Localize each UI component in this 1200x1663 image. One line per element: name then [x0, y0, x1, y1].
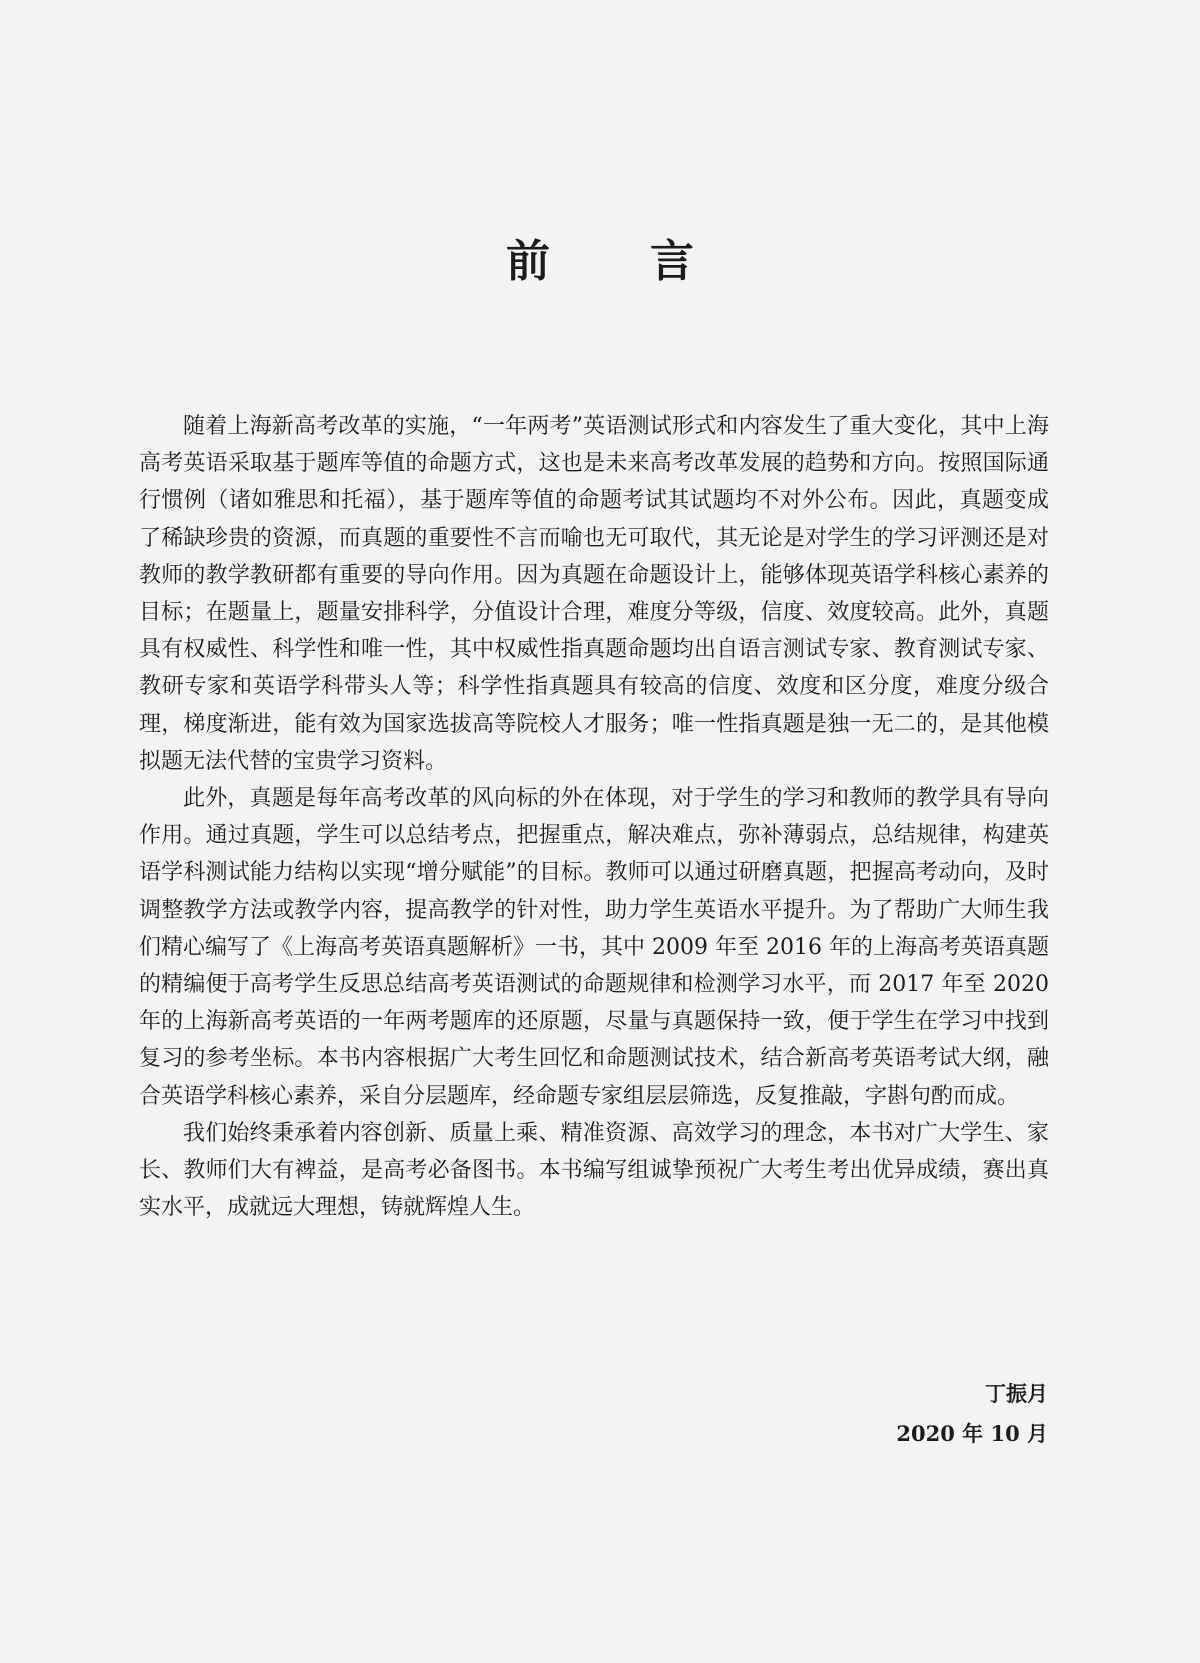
paragraph-1: 随着上海新高考改革的实施，“一年两考”英语测试形式和内容发生了重大变化，其中上海高考英语采取基于题库等值的命题方式，这也是未来高考改革发展的趋势和方向。按照国际通行惯例（诸如雅思和托福），基于题库等值的命题考试其试题均不对外公布。因此，真题变成了稀缺珍贵的资源，而真题的重要性不言而喻也无可取代，其无论是对学生的学习评测还是对教师的教学教研都有重要的导向作用。因为真题在命题设计上，能够体现英语学科核心素养的目标；在题量上，题量安排科学，分值设计合理，难度分等级，信度、效度较高。此外，真题具有权威性、科学性和唯一性，其中权威性指真题命题均出自语言测试专家、教育测试专家、教研专家和英语学科带头人等；科学性指真题具有较高的信度、效度和区分度，难度分级合理，梯度渐进，能有效为国家选拔高等院校人才服务；唯一性指真题是独一无二的，是其他模拟题无法代替的宝贵学习资料。: [139, 414, 1049, 774]
paragraph-2: 此外，真题是每年高考改革的风向标的外在体现，对于学生的学习和教师的教学具有导向作用。通过真题，学生可以总结考点，把握重点，解决难点，弥补薄弱点，总结规律，构建英语学科测试能力结构以实现“增分赋能”的目标。教师可以通过研磨真题，把握高考动向，及时调整教学方法或教学内容，提高教学的针对性，助力学生英语水平提升。为了帮助广大师生我们精心编写了《上海高考英语真题解析》一书，其中 2009 年至 2016 年的上海高考英语真题的精编便于高考学生反思总结高考英语测试的命题规律和检测学习水平，而 2017 年至 2020 年的上海新高考英语的一年两考题库的还原题，尽量与真题保持一致，便于学生在学习中找到复习的参考坐标。本书内容根据广大考生回忆和命题测试技术，结合新高考英语考试大纲，融合英语学科核心素养，采自分层题库，经命题专家组层层筛选，反复推敲，字斟句酌而成。: [139, 786, 1049, 1109]
author-signature: 丁振月: [985, 1381, 1048, 1406]
preface-body: [139, 408, 1049, 1226]
page-title: [0, 232, 1200, 292]
title-char-2: 言: [650, 236, 694, 287]
paragraph-3: 我们始终秉承着内容创新、质量上乘、精准资源、高效学习的理念，本书对广大学生、家长、教师们大有裨益，是高考必备图书。本书编写组诚挚预祝广大考生考出优异成绩，赛出真实水平，成就远大理想，铸就辉煌人生。: [139, 1120, 1049, 1221]
title-char-1: 前: [506, 236, 550, 287]
signature-date: 2020 年 10 月: [896, 1421, 1048, 1446]
